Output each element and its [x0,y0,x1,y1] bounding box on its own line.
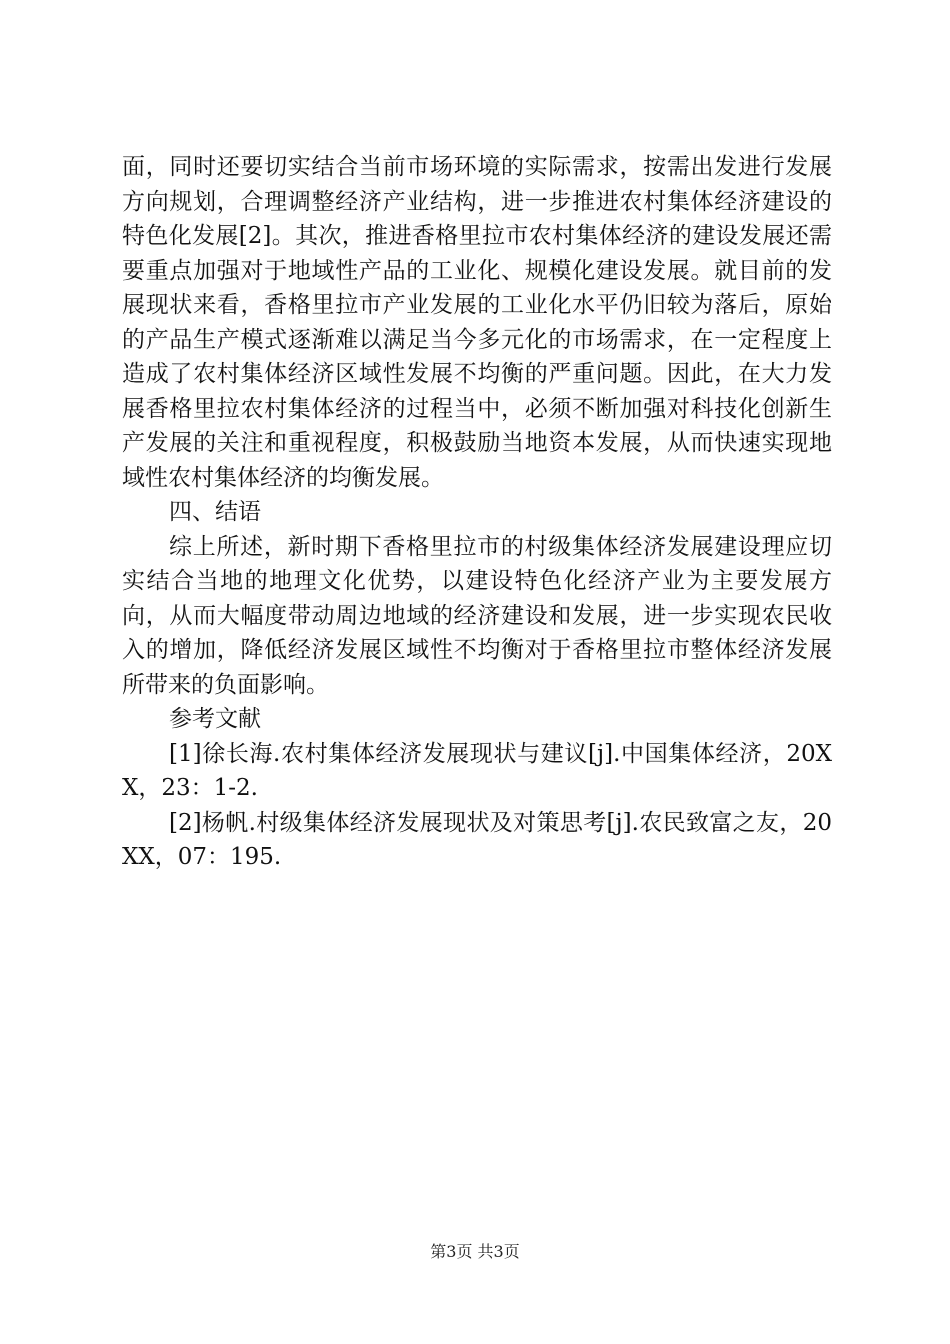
section-heading-references: 参考文献 [169,706,261,732]
section-heading-conclusion: 四、结语 [169,499,261,525]
reference-item-2: [2]杨帆.村级集体经济发展现状及对策思考[j].农民致富之友，20XX，07：195. [122,809,832,870]
body-paragraph-conclusion: 综上所述，新时期下香格里拉市的村级集体经济发展建设理应切实结合当地的地理文化优势，以建设特色化经济产业为主要发展方向，从而大幅度带动周边地域的经济建设和发展，进一步实现农民收入的增加，降低经济发展区域性不均衡对于香格里拉市整体经济发展所带来的负面影响。 [122,533,832,698]
reference-item-1: [1]徐长海.农村集体经济发展现状与建议[j].中国集体经济，20XX，23：1-2. [122,740,832,801]
body-paragraph-continued: 面，同时还要切实结合当前市场环境的实际需求，按需出发进行发展方向规划，合理调整经济产业结构，进一步推进农村集体经济建设的特色化发展[2]。其次，推进香格里拉市农村集体经济的建设发展还需要重点加强对于地域性产品的工业化、规模化建设发展。就目前的发展现状来看，香格里拉市产业发展的工业化水平仍旧较为落后，原始的产品生产模式逐渐难以满足当今多元化的市场需求，在一定程度上造成了农村集体经济区域性发展不均衡的严重问题。因此，在大力发展香格里拉农村集体经济的过程当中，必须不断加强对科技化创新生产发展的关注和重视程度，积极鼓励当地资本发展，从而快速实现地域性农村集体经济的均衡发展。 [122,154,832,491]
document-body [122,150,832,875]
page-number-footer: 第3页 共3页 [430,1242,520,1261]
